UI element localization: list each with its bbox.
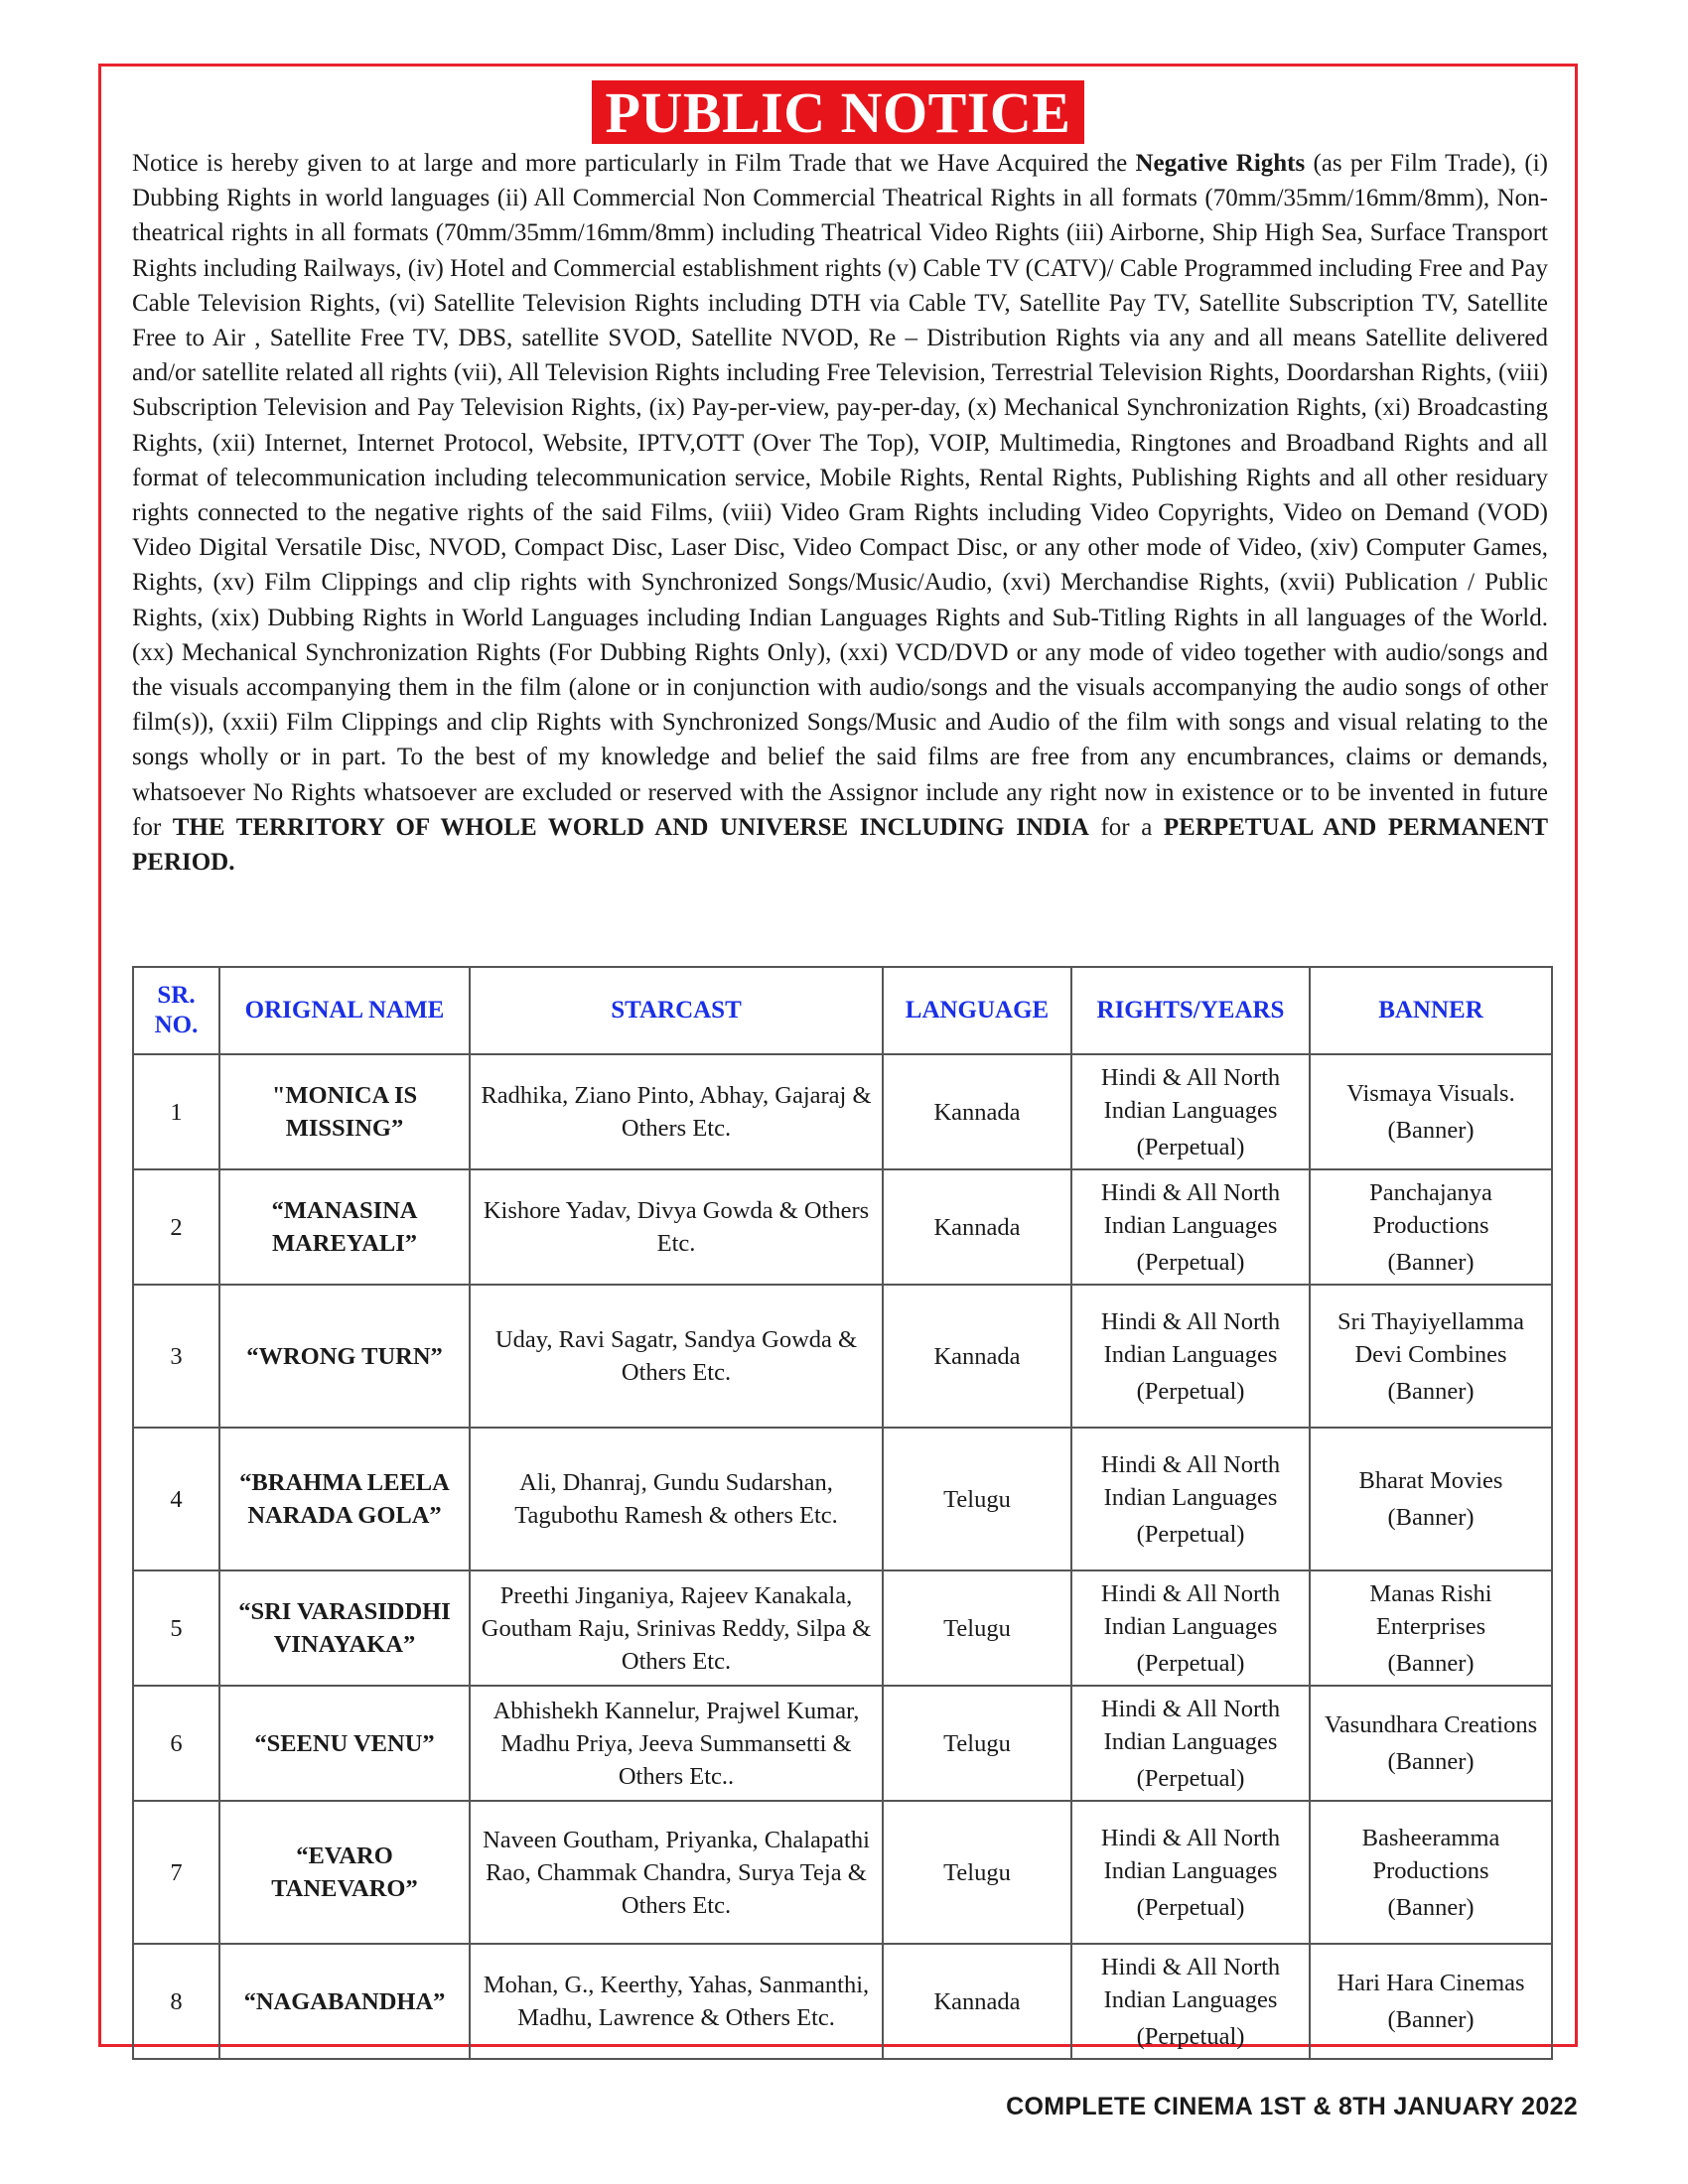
row-rights [1071, 1428, 1310, 1570]
row-sr: 2 [133, 1169, 219, 1285]
header-starcast: STARCAST [470, 967, 883, 1054]
row-starcast: Abhishekh Kannelur, Prajwel Kumar, Madhu Priya, Jeeva Summansetti & Others Etc.. [470, 1686, 883, 1801]
row-sr: 1 [133, 1054, 219, 1169]
row-starcast: Uday, Ravi Sagatr, Sandya Gowda & Others Etc. [470, 1285, 883, 1428]
notice-text-2: (as per Film Trade), (i) Dubbing Rights in world languages (ii) All Commercial Non Commercial Theatrical Rights in all formats (70mm/35mm/16mm/8mm), Non-theatrical rights in all formats (70mm/35mm/16mm/8mm) including Theatrical Video Rights (iii) Airborne, Ship High Sea, Surface Transport Rights including Railways, (iv) Hotel and Commercial establishment rights (v) Cable TV (CATV)/ Cable Programmed including Free and Pay Cable Television Rights, (vi) Satellite Television Rights including DTH via Cable TV, Satellite Pay TV, Satellite Subscription TV, Satellite Free to Air , Satellite Free TV, DBS, satellite SVOD, Satellite NVOD, Re – Distribution Rights via any and all means Satellite delivered and/or satellite related all rights (vii), All Television Rights including Free Television, Terrestrial Television Rights, Doordarshan Rights, (viii) Subscription Television and Pay Television Rights, (ix) Pay-per-view, pay-per-day, (x) Mechanical Synchronization Rights, (xi) Broadcasting Rights, (xii) Internet, Internet Protocol, Website, IPTV,OTT (Over The Top), VOIP, Multimedia, Ringtones and Broadband Rights and all format of telecommunication including telecommunication service, Mobile Rights, Rental Rights, Publishing Rights and all other residuary rights connected to the negative rights of the said Films, (viii) Video Gram Rights including Video Copyrights, Video on Demand (VOD) Video Digital Versatile Disc, NVOD, Compact Disc, Laser Disc, Video Compact Disc, or any other mode of Video, (xiv) Computer Games, Rights, (xv) Film Clippings and clip rights with Synchronized Songs/Music/Audio, (xvi) Merchandise Rights, (xvii) Publication / Public Rights, (xix) Dubbing Rights in World Languages including Indian Languages Rights and Sub-Titling Rights in all languages of the World. (xx) Mechanical Synchronization Rights (For Dubbing Rights Only), (xxi) VCD/DVD or any mode of video together with audio/songs and the visuals accompanying them in the film (alone or in conjunction with audio/songs and the visuals accompanying the audio songs of other film(s)), (xxii) Film Clippings and clip Rights with Synchronized Songs/Music and Audio of the film with songs and visual relating to the songs wholly or in part. To the best of my knowledge and belief the said films are free from any encumbrances, claims or demands, whatsoever No Rights whatsoever are excluded or reserved with the Assignor include any right now in existence or to be invented in future for [132, 150, 1548, 841]
table-row [133, 1054, 1552, 1169]
row-banner-name: Basheeramma Productions [1361, 1824, 1500, 1884]
row-language: Kannada [883, 1054, 1071, 1169]
row-rights [1071, 1801, 1310, 1944]
row-banner [1310, 1801, 1552, 1944]
row-starcast: Radhika, Ziano Pinto, Abhay, Gajaraj & Others Etc. [470, 1054, 883, 1169]
row-banner-tag: (Banner) [1387, 1117, 1475, 1144]
table-row [133, 1570, 1552, 1686]
row-banner [1310, 1428, 1552, 1570]
row-film-name: “EVARO TANEVARO” [219, 1801, 470, 1944]
row-sr: 4 [133, 1428, 219, 1570]
row-rights-text: Hindi & All North Indian Languages [1100, 1063, 1281, 1124]
notice-body [132, 146, 1548, 880]
header-sr-no: SR. NO. [133, 967, 219, 1054]
table-row [133, 1686, 1552, 1801]
row-banner [1310, 1944, 1552, 2059]
header-banner: BANNER [1310, 967, 1552, 1054]
row-film-name: “WRONG TURN” [219, 1285, 470, 1428]
row-language: Kannada [883, 1944, 1071, 2059]
row-banner-name: Hari Hara Cinemas [1336, 1970, 1525, 1996]
row-rights-period: (Perpetual) [1136, 1377, 1245, 1405]
table-header-row [133, 967, 1552, 1054]
row-film-name: “BRAHMA LEELA NARADA GOLA” [219, 1428, 470, 1570]
row-film-name: “NAGABANDHA” [219, 1944, 470, 2059]
row-film-name: “MANASINA MAREYALI” [219, 1169, 470, 1285]
row-rights-period: (Perpetual) [1136, 1764, 1245, 1792]
row-banner [1310, 1570, 1552, 1686]
row-banner-name: Panchajanya Productions [1369, 1178, 1492, 1239]
row-rights-period: (Perpetual) [1136, 1893, 1245, 1921]
row-banner-name: Vismaya Visuals. [1346, 1080, 1515, 1107]
row-rights-text: Hindi & All North Indian Languages [1100, 1579, 1281, 1640]
publication-footer: COMPLETE CINEMA 1ST & 8TH JANUARY 2022 [1006, 2093, 1578, 2120]
row-film-name: “SRI VARASIDDHI VINAYAKA” [219, 1570, 470, 1686]
table-row [133, 1428, 1552, 1570]
row-rights-text: Hindi & All North Indian Languages [1100, 1307, 1281, 1368]
row-starcast: Preethi Jinganiya, Rajeev Kanakala, Goutham Raju, Srinivas Reddy, Silpa & Others Etc. [470, 1570, 883, 1686]
row-rights-period: (Perpetual) [1136, 1649, 1245, 1677]
row-language: Telugu [883, 1428, 1071, 1570]
row-rights-text: Hindi & All North Indian Languages [1100, 1695, 1281, 1755]
row-language: Telugu [883, 1686, 1071, 1801]
row-rights [1071, 1686, 1310, 1801]
notice-bold-negative-rights: Negative Rights [1135, 150, 1306, 177]
row-sr: 8 [133, 1944, 219, 2059]
row-banner-tag: (Banner) [1387, 1248, 1475, 1276]
row-starcast: Kishore Yadav, Divya Gowda & Others Etc. [470, 1169, 883, 1285]
row-rights-text: Hindi & All North Indian Languages [1100, 1178, 1281, 1239]
row-starcast: Mohan, G., Keerthy, Yahas, Sanmanthi, Madhu, Lawrence & Others Etc. [470, 1944, 883, 2059]
row-rights-text: Hindi & All North Indian Languages [1100, 1450, 1281, 1511]
row-banner-name: Vasundhara Creations [1324, 1711, 1538, 1738]
notice-border [98, 64, 1578, 2050]
row-rights-text: Hindi & All North Indian Languages [1100, 1953, 1281, 2013]
row-film-name: “SEENU VENU” [219, 1686, 470, 1801]
row-banner-tag: (Banner) [1387, 1748, 1475, 1775]
row-language: Telugu [883, 1570, 1071, 1686]
notice-title: PUBLIC NOTICE [592, 80, 1085, 144]
row-rights-period: (Perpetual) [1136, 1248, 1245, 1276]
row-starcast: Naveen Goutham, Priyanka, Chalapathi Rao, Chammak Chandra, Surya Teja & Others Etc. [470, 1801, 883, 1944]
row-rights [1071, 1169, 1310, 1285]
row-language: Telugu [883, 1801, 1071, 1944]
notice-bold-territory: THE TERRITORY OF WHOLE WORLD AND UNIVERSE INCLUDING INDIA [172, 813, 1089, 841]
row-rights-text: Hindi & All North Indian Languages [1100, 1824, 1281, 1884]
table-row [133, 1944, 1552, 2059]
notice-text-1: Notice is hereby given to at large and more particularly in Film Trade that we Have Acquired the [132, 150, 1136, 177]
row-banner [1310, 1285, 1552, 1428]
notice-bold-period: PERPETUAL AND PERMANENT PERIOD. [132, 813, 1549, 877]
header-rights-years: RIGHTS/YEARS [1071, 967, 1310, 1054]
header-original-name: ORIGNAL NAME [219, 967, 470, 1054]
row-banner-tag: (Banner) [1387, 1649, 1475, 1677]
row-rights-period: (Perpetual) [1136, 1520, 1245, 1548]
row-banner-name: Manas Rishi Enterprises [1369, 1579, 1492, 1640]
row-sr: 7 [133, 1801, 219, 1944]
row-rights [1071, 1944, 1310, 2059]
rights-table [132, 966, 1553, 2060]
row-banner [1310, 1686, 1552, 1801]
row-rights [1071, 1285, 1310, 1428]
row-sr: 3 [133, 1285, 219, 1428]
row-film-name: "MONICA IS MISSING” [219, 1054, 470, 1169]
table-body [133, 1054, 1552, 2059]
title-wrap [101, 80, 1575, 144]
table-row [133, 1285, 1552, 1428]
notice-text-3: for a [1088, 813, 1164, 841]
row-banner [1310, 1054, 1552, 1169]
row-banner-tag: (Banner) [1387, 2006, 1475, 2033]
row-sr: 6 [133, 1686, 219, 1801]
row-rights [1071, 1054, 1310, 1169]
row-language: Kannada [883, 1285, 1071, 1428]
table-row [133, 1801, 1552, 1944]
row-banner-name: Bharat Movies [1358, 1467, 1503, 1494]
row-starcast: Ali, Dhanraj, Gundu Sudarshan, Tagubothu Ramesh & others Etc. [470, 1428, 883, 1570]
row-banner-tag: (Banner) [1387, 1377, 1475, 1405]
header-language: LANGUAGE [883, 967, 1071, 1054]
row-rights [1071, 1570, 1310, 1686]
row-sr: 5 [133, 1570, 219, 1686]
table-row [133, 1169, 1552, 1285]
row-banner-tag: (Banner) [1387, 1504, 1475, 1531]
row-banner-tag: (Banner) [1387, 1893, 1475, 1921]
row-language: Kannada [883, 1169, 1071, 1285]
row-banner [1310, 1169, 1552, 1285]
row-banner-name: Sri Thayiyellamma Devi Combines [1336, 1307, 1525, 1368]
row-rights-period: (Perpetual) [1136, 1133, 1245, 1160]
row-rights-period: (Perpetual) [1136, 2022, 1245, 2050]
